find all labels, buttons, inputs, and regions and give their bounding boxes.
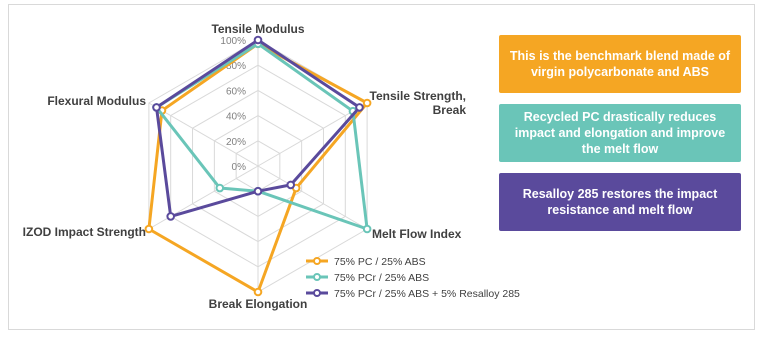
callout-recycled: Recycled PC drastically reduces impact and elongation and improve the melt flow [499,104,741,162]
legend-label-1: 75% PC / 25% ABS [334,256,426,268]
axis-label-1: Tensile Strength, [369,89,466,103]
axis-label-5: Flexural Modulus [47,94,146,108]
tick-label-0%: 0% [231,162,246,173]
axis-label-1-line-1: Break [432,103,466,117]
series-2-point-4 [217,185,224,192]
tick-label-100%: 100% [220,36,246,47]
series-3-point-2 [287,182,294,189]
series-3-point-3 [255,188,262,195]
axis-label-0: Tensile Modulus [211,22,305,36]
series-2-point-2 [364,226,371,233]
axis-label-4: IZOD Impact Strength [22,225,146,239]
legend-swatch-marker-3 [314,290,320,296]
callout-resalloy: Resalloy 285 restores the impact resistance and melt flow [499,173,741,231]
legend-label-3: 75% PCr / 25% ABS + 5% Resalloy 285 [334,288,520,300]
axis-label-3: Break Elongation [208,297,308,311]
axis-label-2: Melt Flow Index [372,227,462,241]
series-1-point-4 [146,226,153,233]
legend-label-2: 75% PCr / 25% ABS [334,272,430,284]
tick-label-80%: 80% [225,61,246,73]
tick-label-40%: 40% [225,111,246,123]
series-3-point-5 [153,104,160,111]
legend-swatch-marker-1 [314,258,320,264]
series-1-point-3 [255,289,262,296]
legend-swatch-marker-2 [314,274,320,280]
series-3-point-1 [356,104,363,111]
callout-benchmark: This is the benchmark blend made of virgin polycarbonate and ABS [499,35,741,93]
series-3-point-4 [167,213,174,220]
series-3-point-0 [255,37,262,44]
radar-grid [149,40,367,292]
tick-label-20%: 20% [225,136,246,148]
tick-label-60%: 60% [225,86,246,98]
